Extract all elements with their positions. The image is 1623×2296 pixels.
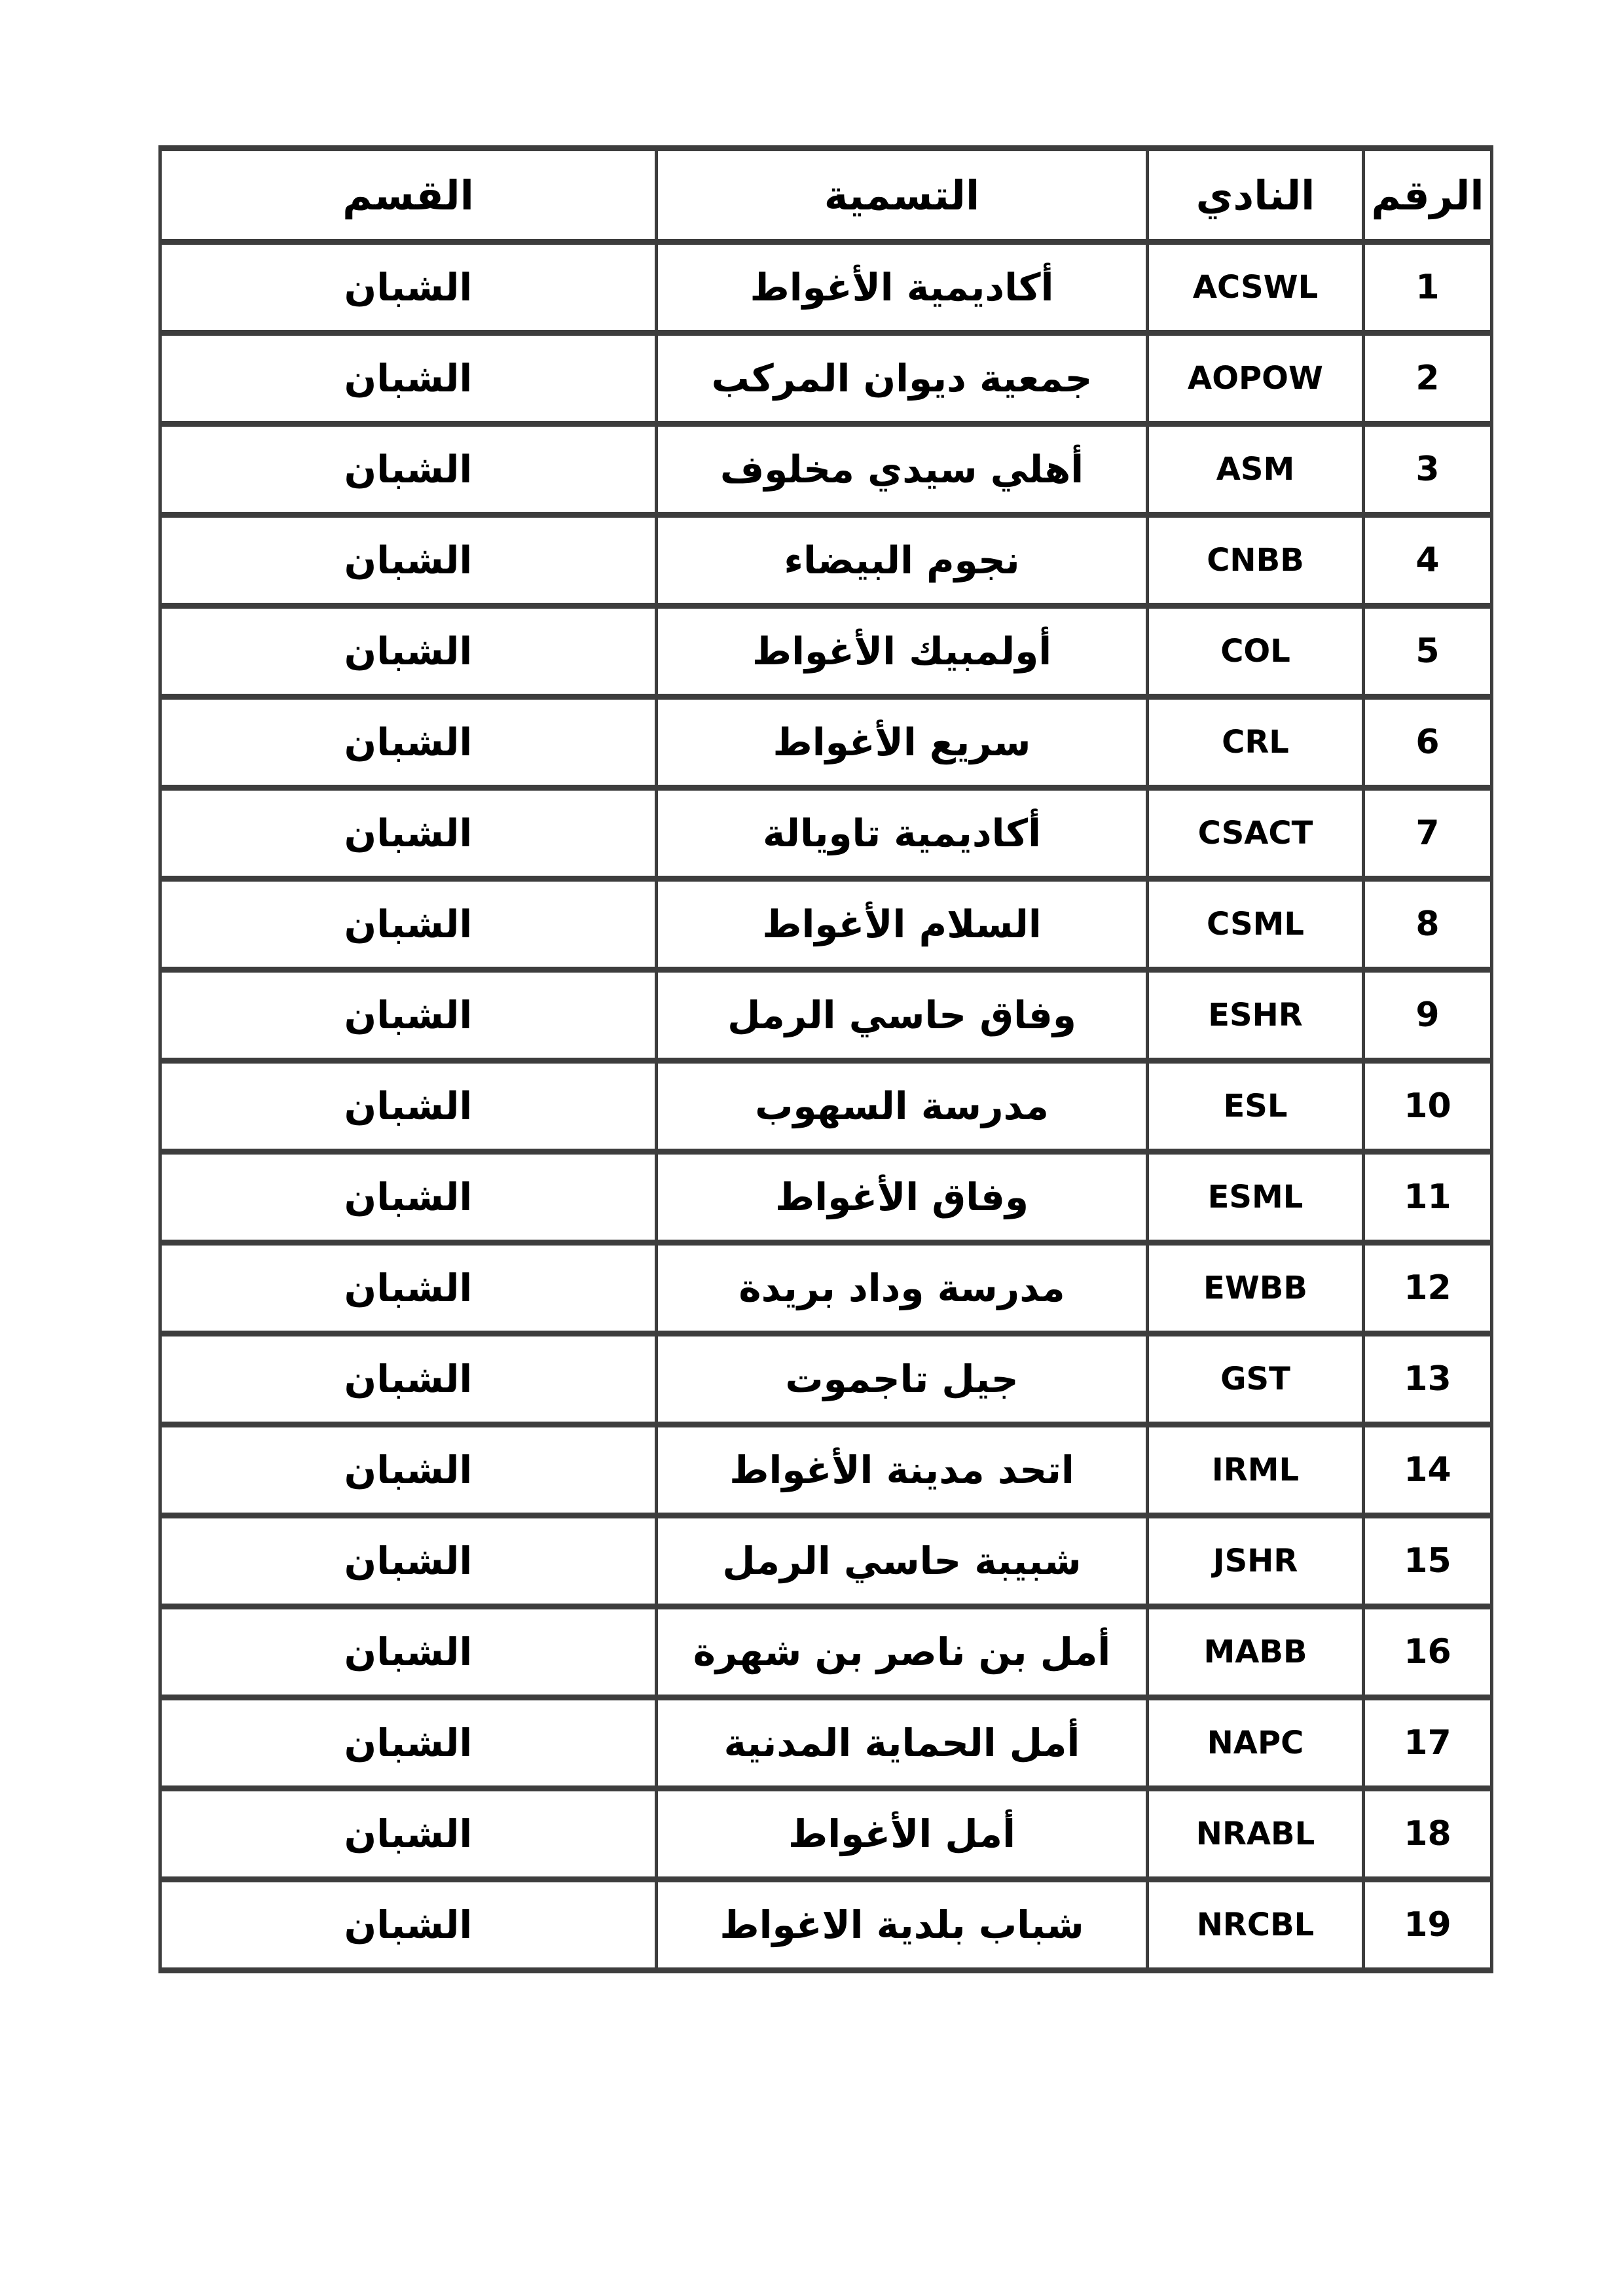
table-row <box>160 1061 1492 1152</box>
cell-name: أمل الأغواط <box>657 1789 1148 1880</box>
table-row <box>160 1698 1492 1789</box>
table-row <box>160 606 1492 697</box>
cell-club: ESL <box>1148 1061 1364 1152</box>
cell-club: NRABL <box>1148 1789 1364 1880</box>
cell-section: الشبان <box>160 606 657 697</box>
table-row <box>160 788 1492 879</box>
cell-section: الشبان <box>160 1425 657 1516</box>
table-row <box>160 1334 1492 1425</box>
cell-number: 2 <box>1364 333 1492 424</box>
header-section: القسم <box>160 149 657 242</box>
cell-club: IRML <box>1148 1425 1364 1516</box>
cell-club: CSACT <box>1148 788 1364 879</box>
table-row <box>160 1152 1492 1243</box>
cell-name: اتحد مدينة الأغواط <box>657 1425 1148 1516</box>
header-number: الرقم <box>1364 149 1492 242</box>
cell-section: الشبان <box>160 1698 657 1789</box>
cell-name: وفاق حاسي الرمل <box>657 970 1148 1061</box>
cell-club: NAPC <box>1148 1698 1364 1789</box>
header-name: التسمية <box>657 149 1148 242</box>
cell-name: سريع الأغواط <box>657 697 1148 788</box>
cell-name: مدرسة وداد بريدة <box>657 1243 1148 1334</box>
cell-number: 14 <box>1364 1425 1492 1516</box>
cell-club: COL <box>1148 606 1364 697</box>
cell-section: الشبان <box>160 1061 657 1152</box>
cell-section: الشبان <box>160 697 657 788</box>
table-row <box>160 1243 1492 1334</box>
cell-number: 10 <box>1364 1061 1492 1152</box>
cell-name: أكاديمية الأغواط <box>657 242 1148 333</box>
cell-number: 19 <box>1364 1880 1492 1971</box>
cell-club: ESML <box>1148 1152 1364 1243</box>
table-row <box>160 697 1492 788</box>
header-row <box>160 149 1492 242</box>
header-club: النادي <box>1148 149 1364 242</box>
cell-number: 7 <box>1364 788 1492 879</box>
cell-name: مدرسة السهوب <box>657 1061 1148 1152</box>
table-row <box>160 1516 1492 1607</box>
table-header <box>160 149 1492 242</box>
cell-club: JSHR <box>1148 1516 1364 1607</box>
cell-section: الشبان <box>160 788 657 879</box>
cell-name: شباب بلدية الاغواط <box>657 1880 1148 1971</box>
cell-number: 11 <box>1364 1152 1492 1243</box>
cell-number: 8 <box>1364 879 1492 970</box>
cell-number: 4 <box>1364 515 1492 606</box>
cell-section: الشبان <box>160 1789 657 1880</box>
cell-number: 3 <box>1364 424 1492 515</box>
cell-section: الشبان <box>160 1152 657 1243</box>
cell-club: CSML <box>1148 879 1364 970</box>
cell-name: أمل بن ناصر بن شهرة <box>657 1607 1148 1698</box>
cell-name: شبيبة حاسي الرمل <box>657 1516 1148 1607</box>
cell-club: ACSWL <box>1148 242 1364 333</box>
cell-section: الشبان <box>160 515 657 606</box>
cell-club: ASM <box>1148 424 1364 515</box>
cell-section: الشبان <box>160 1607 657 1698</box>
cell-section: الشبان <box>160 242 657 333</box>
table-row <box>160 879 1492 970</box>
cell-number: 18 <box>1364 1789 1492 1880</box>
cell-number: 5 <box>1364 606 1492 697</box>
cell-section: الشبان <box>160 333 657 424</box>
cell-name: وفاق الأغواط <box>657 1152 1148 1243</box>
table-row <box>160 1607 1492 1698</box>
table-row <box>160 333 1492 424</box>
table-row <box>160 1880 1492 1971</box>
table-row <box>160 970 1492 1061</box>
cell-section: الشبان <box>160 1516 657 1607</box>
table-row <box>160 1425 1492 1516</box>
cell-section: الشبان <box>160 424 657 515</box>
cell-club: ESHR <box>1148 970 1364 1061</box>
cell-club: AOPOW <box>1148 333 1364 424</box>
table-row <box>160 424 1492 515</box>
cell-number: 17 <box>1364 1698 1492 1789</box>
cell-club: EWBB <box>1148 1243 1364 1334</box>
cell-number: 1 <box>1364 242 1492 333</box>
clubs-table <box>158 145 1493 1973</box>
cell-name: جمعية ديوان المركب <box>657 333 1148 424</box>
cell-number: 9 <box>1364 970 1492 1061</box>
cell-number: 12 <box>1364 1243 1492 1334</box>
cell-number: 13 <box>1364 1334 1492 1425</box>
cell-section: الشبان <box>160 1243 657 1334</box>
cell-club: CNBB <box>1148 515 1364 606</box>
cell-name: أولمبيك الأغواط <box>657 606 1148 697</box>
table-row <box>160 242 1492 333</box>
cell-name: أهلي سيدي مخلوف <box>657 424 1148 515</box>
cell-section: الشبان <box>160 1334 657 1425</box>
cell-club: NRCBL <box>1148 1880 1364 1971</box>
table-row <box>160 1789 1492 1880</box>
table-body <box>160 242 1492 1971</box>
cell-section: الشبان <box>160 1880 657 1971</box>
cell-name: أمل الحماية المدنية <box>657 1698 1148 1789</box>
cell-number: 6 <box>1364 697 1492 788</box>
cell-number: 16 <box>1364 1607 1492 1698</box>
cell-club: CRL <box>1148 697 1364 788</box>
cell-club: GST <box>1148 1334 1364 1425</box>
cell-name: جيل تاجموت <box>657 1334 1148 1425</box>
table-row <box>160 515 1492 606</box>
cell-club: MABB <box>1148 1607 1364 1698</box>
cell-name: السلام الأغواط <box>657 879 1148 970</box>
cell-section: الشبان <box>160 879 657 970</box>
cell-name: نجوم البيضاء <box>657 515 1148 606</box>
cell-number: 15 <box>1364 1516 1492 1607</box>
cell-section: الشبان <box>160 970 657 1061</box>
cell-name: أكاديمية تاويالة <box>657 788 1148 879</box>
